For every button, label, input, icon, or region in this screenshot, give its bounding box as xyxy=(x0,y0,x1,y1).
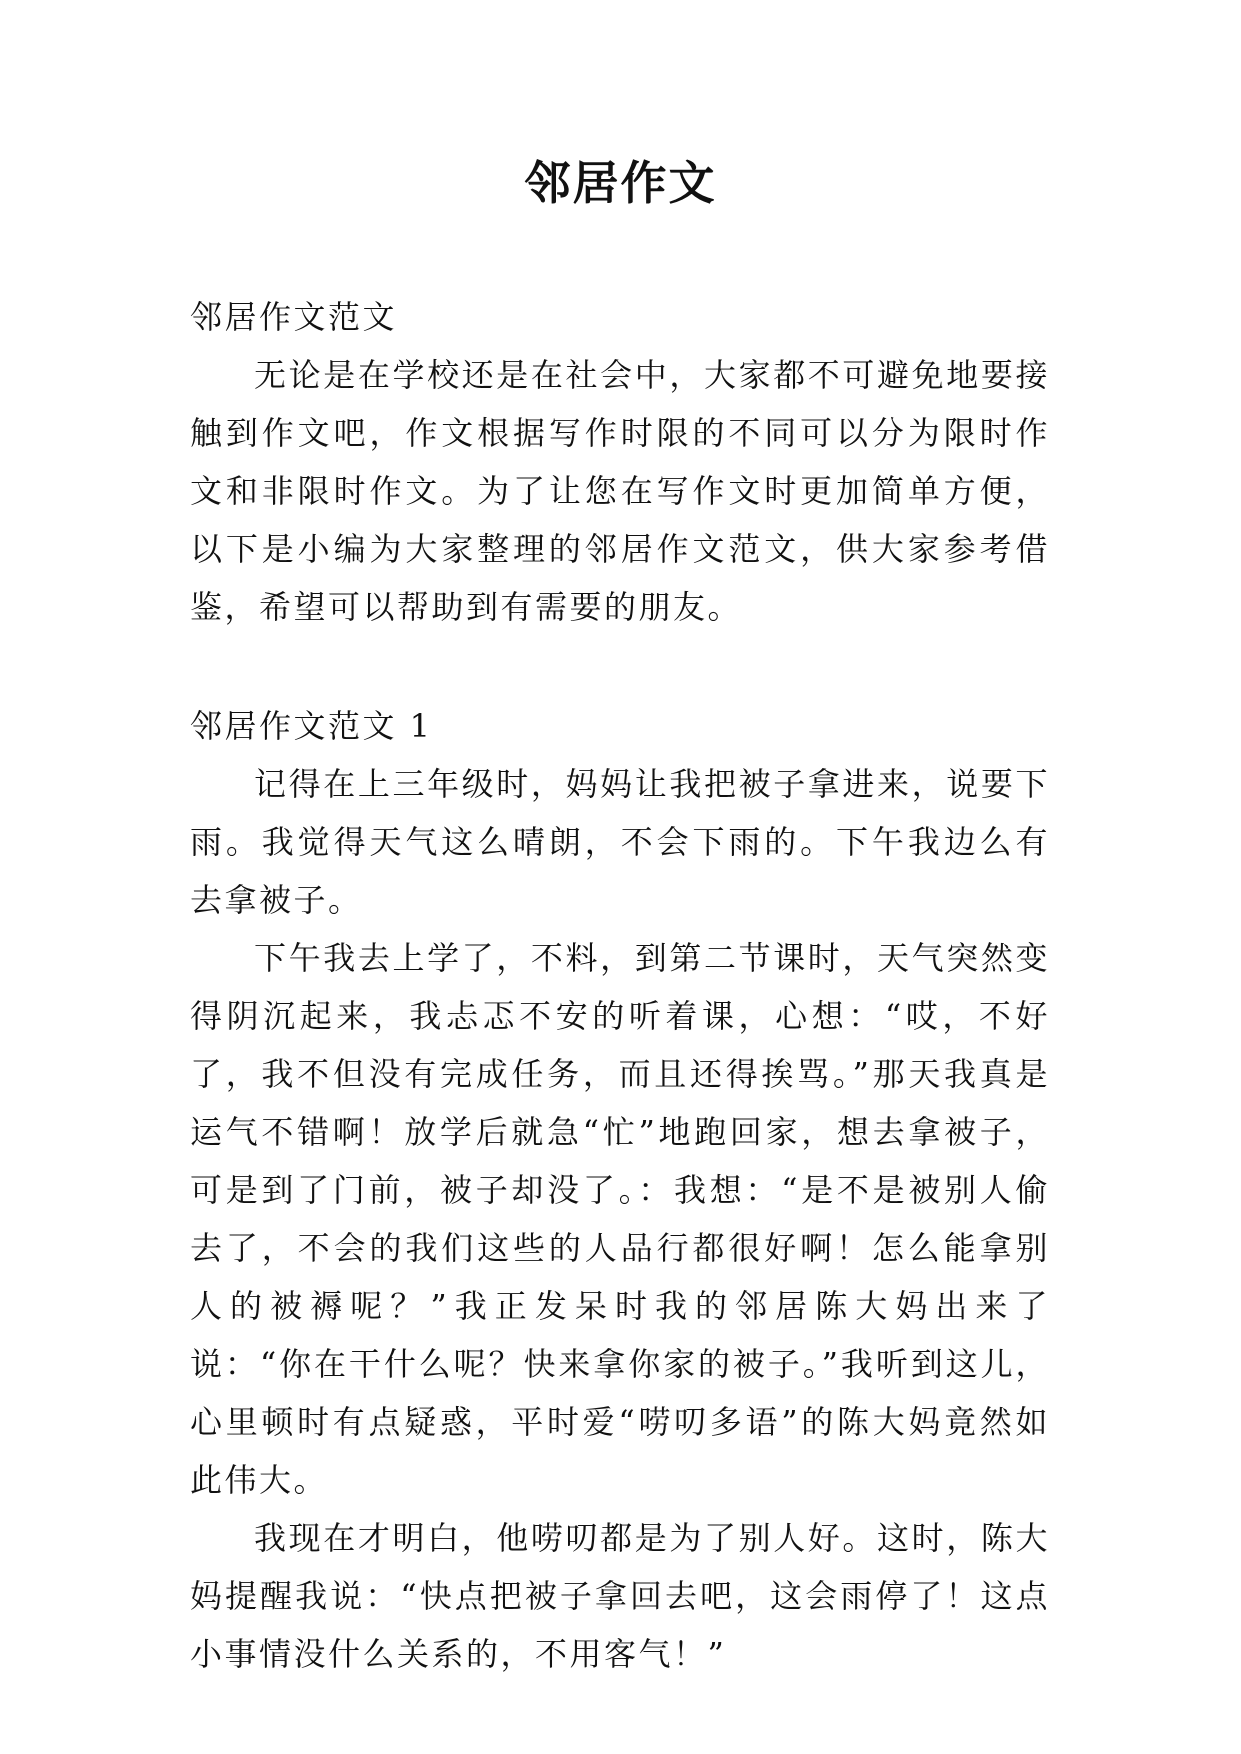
intro-paragraph: 无论是在学校还是在社会中，大家都不可避免地要接触到作文吧，作文根据写作时限的不同可以分为限时作文和非限时作文。为了让您在写作文时更加简单方便，以下是小编为大家整理的邻居作文范文，供大家参考借鉴，希望可以帮助到有需要的朋友。 xyxy=(190,356,1050,626)
intro-section xyxy=(190,288,1050,636)
essay-paragraph: 下午我去上学了，不料，到第二节课时，天气突然变得阴沉起来，我忐忑不安的听着课，心想：“哎，不好了，我不但没有完成任务，而且还得挨骂。”那天我真是运气不错啊！放学后就急“忙”地跑回家，想去拿被子，可是到了门前，被子却没了。：我想：“是不是被别人偷去了，不会的我们这些的人品行都很好啊！怎么能拿别人的被褥呢？”我正发呆时我的邻居陈大妈出来了说：“你在干什么呢？快来拿你家的被子。”我听到这儿，心里顿时有点疑惑，平时爱“唠叨多语”的陈大妈竟然如此伟大。 xyxy=(190,939,1050,1499)
document-title: 邻居作文 xyxy=(524,156,717,210)
essay-paragraph: 记得在上三年级时，妈妈让我把被子拿进来，说要下雨。我觉得天气这么晴朗，不会下雨的。下午我边么有去拿被子。 xyxy=(190,765,1050,919)
essay-heading: 邻居作文范文 1 xyxy=(190,707,433,745)
essay-paragraph: 我现在才明白，他唠叨都是为了别人好。这时，陈大妈提醒我说：“快点把被子拿回去吧，这会雨停了！这点小事情没什么关系的，不用客气！” xyxy=(190,1519,1050,1673)
intro-heading: 邻居作文范文 xyxy=(190,298,398,336)
essay-section xyxy=(190,697,1050,1683)
